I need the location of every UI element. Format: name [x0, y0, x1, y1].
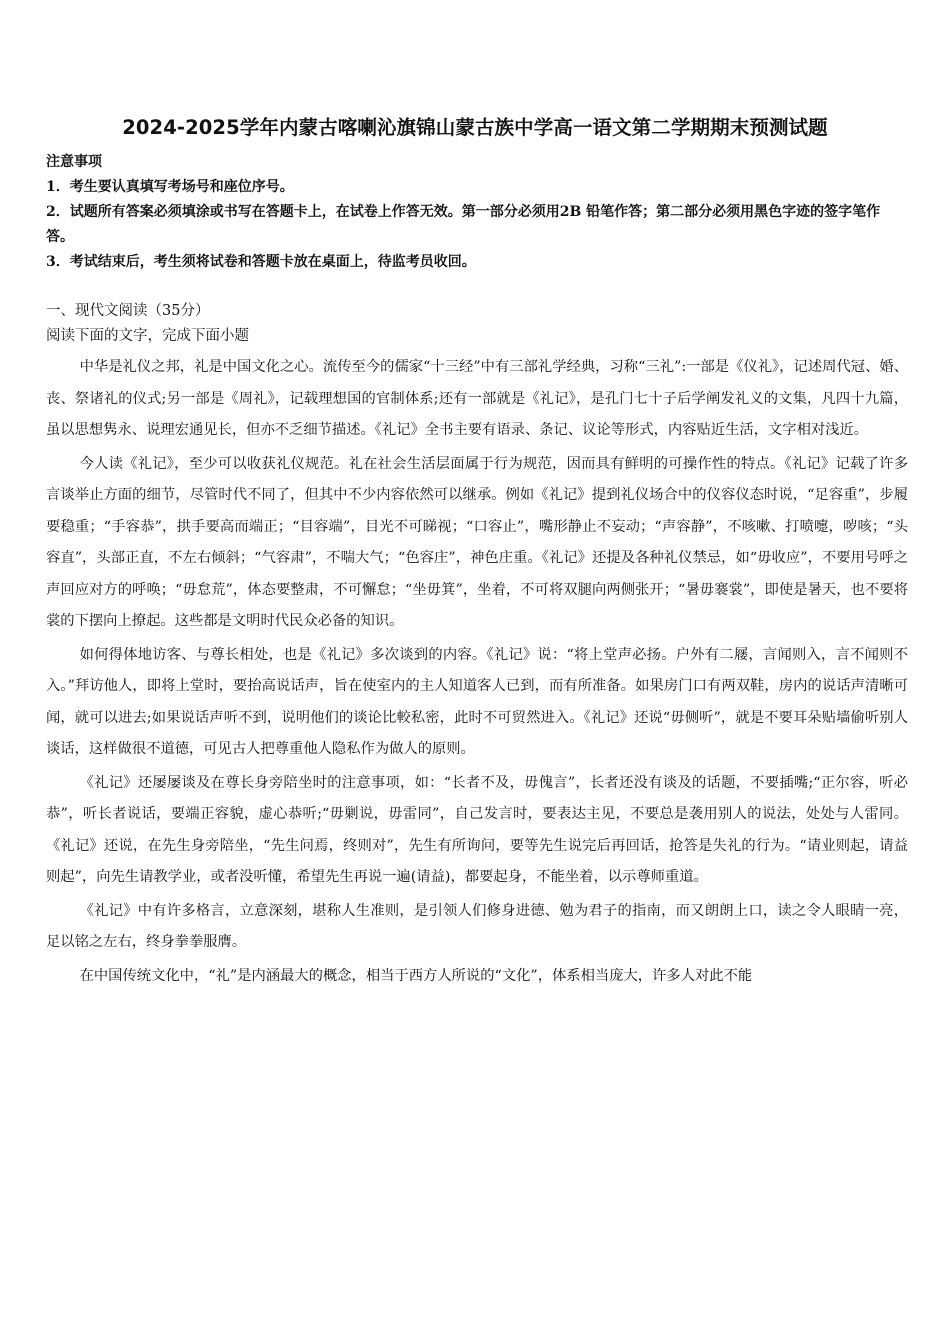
notice-item-2: 2．试题所有答案必须填涂或书写在答题卡上，在试卷上作答无效。第一部分必须用2B 铅笔作答；第二部分必须用黑色字迹的签字笔作答。: [46, 204, 881, 245]
passage-paragraph-4: 《礼记》还屡屡谈及在尊长身旁陪坐时的注意事项，如：“长者不及，毋傀言”，长者还没有谈及的话题，不要插嘴;“正尔容，听必恭”，听长者说话，要端正容貌，虚心恭听;“毋剿说，毋雷同”，自己发言时，要表达主见，不要总是袭用别人的说法，处处与人雷同。《礼记》还说，在先生身旁陪坐，“先生问焉，终则对”，先生有所询问，要等先生说完后再回话，抢答是失礼的行为。“请业则起，请益则起”，向先生请教学业，或者没听懂，希望先生再说一遍(请益)，都要起身，不能坐着，以示尊师重道。: [46, 774, 908, 885]
passage-paragraph-1: 中华是礼仪之邦，礼是中国文化之心。流传至今的儒家“十三经”中有三部礼学经典，习称“三礼”:一部是《仪礼》，记述周代冠、婚、丧、祭诸礼的仪式;另一部是《周礼》，记载理想国的官制体系;还有一部就是《礼记》，是孔门七十子后学阐发礼义的文集，凡四十九篇，虽以思想隽永、说理宏通见长，但亦不乏细节描述。《礼记》全书主要有语录、条记、议论等形式，内容贴近生活，文字相对浅近。: [46, 359, 908, 438]
passage-paragraph-3: 如何得体地访客、与尊长相处，也是《礼记》多次谈到的内容。《礼记》说：“将上堂声必扬。户外有二屦，言闻则入，言不闻则不入。”拜访他人，即将上堂时，要抬高说话声，旨在使室内的主人知道客人已到，而有所准备。如果房门口有两双鞋，房内的说话声清晰可闻，就可以进去;如果说话声听不到，说明他们的谈论比較私密，此时不可贸然进入。《礼记》还说“毋侧听”，就是不要耳朵贴墙偷听别人谈话，这样做很不道德，可见古人把尊重他人隐私作为做人的原则。: [46, 646, 908, 757]
notice-item-3: 3．考试结束后，考生须将试卷和答题卡放在桌面上，待监考员收回。: [46, 254, 476, 270]
passage-paragraph-5: 《礼记》中有许多格言，立意深刻，堪称人生准则，是引领人们修身进德、勉为君子的指南，而又朗朗上口，读之令人眼睛一亮，足以铭之左右，终身拳拳服膺。: [46, 902, 908, 950]
reading-passage: [46, 352, 908, 994]
notice-heading: 注意事项: [46, 154, 102, 170]
notice-item-1: 1．考生要认真填写考场号和座位序号。: [46, 179, 294, 195]
passage-paragraph-6: 在中国传统文化中，“礼”是内涵最大的概念，相当于西方人所说的“文化”，体系相当庞大，许多人对此不能: [79, 967, 753, 984]
section-instruction: 阅读下面的文字，完成下面小题: [46, 328, 249, 344]
section-heading: 一、现代文阅读（35分）: [46, 303, 210, 319]
notice-section: [46, 150, 908, 275]
passage-paragraph-2: 今人读《礼记》，至少可以收获礼仪规范。礼在社会生活层面属于行为规范，因而具有鲜明的可操作性的特点。《礼记》记载了许多言谈举止方面的细节，尽管时代不同了，但其中不少内容依然可以继承。例如《礼记》提到礼仪场合中的仪容仪态时说，“足容重”，步履要稳重；“手容恭”，拱手要高而端正；“目容端”，目光不可睇视；“口容止”，嘴形静止不妄动；“声容静”，不咳嗽、打喷嚏，哕咳；“头容直”，头部正直，不左右倾斜；“气容肃”，不喘大气；“色容庄”，神色庄重。《礼记》还提及各种礼仪禁忌，如“毋收应”，不要用号呼之声回应对方的呼唤；“毋怠荒”，体态要整肃，不可懈怠；“坐毋箕”，坐着，不可将双腿向两侧张开；“暑毋褰裳”，即使是暑天，也不要将裳的下摆向上撩起。这些都是文明时代民众必备的知识。: [46, 455, 908, 629]
exam-title: 2024-2025学年内蒙古喀喇沁旗锦山蒙古族中学高一语文第二学期期末预测试题: [122, 116, 828, 139]
